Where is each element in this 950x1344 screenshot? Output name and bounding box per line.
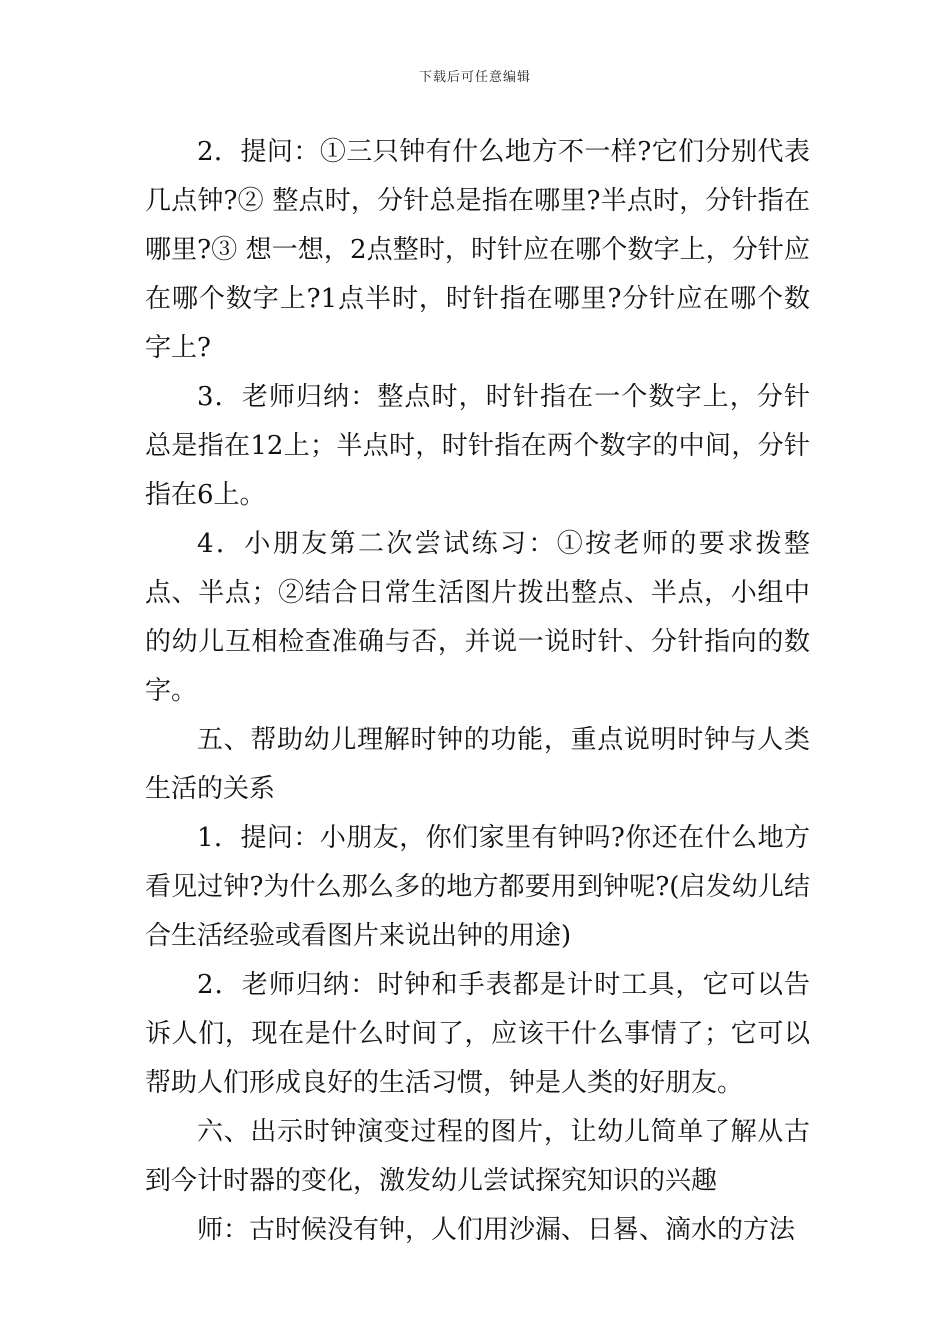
page-header: 下载后可任意编辑 [418,70,531,85]
paragraph-teacher-summary-1: 3．老师归纳：整点时，时针指在一个数字上，分针总是指在12上；半点时，时针指在两个数字的中间，分针指在6上。 [145,382,810,510]
section-heading-6: 六、出示时钟演变过程的图片，让幼儿简单了解从古到今计时器的变化，激发幼儿尝试探究知识的兴趣 [145,1117,810,1196]
section-heading-5: 五、帮助幼儿理解时钟的功能，重点说明时钟与人类生活的关系 [145,725,810,804]
paragraph-second-practice: 4．小朋友第二次尝试练习：①按老师的要求拨整点、半点；②结合日常生活图片拨出整点、半点，小组中的幼儿互相检查准确与否，并说一说时针、分针指向的数字。 [145,529,810,706]
paragraph-question-uses: 1．提问：小朋友，你们家里有钟吗?你还在什么地方看见过钟?为什么那么多的地方都要用到钟呢?(启发幼儿结合生活经验或看图片来说出钟的用途) [145,823,810,951]
paragraph-teacher-summary-2: 2．老师归纳：时钟和手表都是计时工具，它可以告诉人们，现在是什么时间了，应该干什么事情了；它可以帮助人们形成良好的生活习惯，钟是人类的好朋友。 [145,970,810,1098]
paragraph-teacher-history: 师：古时候没有钟，人们用沙漏、日晷、滴水的方法 [197,1215,796,1245]
paragraph-question-clocks: 2．提问：①三只钟有什么地方不一样?它们分别代表几点钟?② 整点时，分针总是指在哪里?半点时，分针指在哪里?③ 想一想，2点整时，时针应在哪个数字上，分针应在哪个数字上?1点半时，时针指在哪里?分针应在哪个数字上? [145,137,810,363]
document-body [145,128,810,1255]
